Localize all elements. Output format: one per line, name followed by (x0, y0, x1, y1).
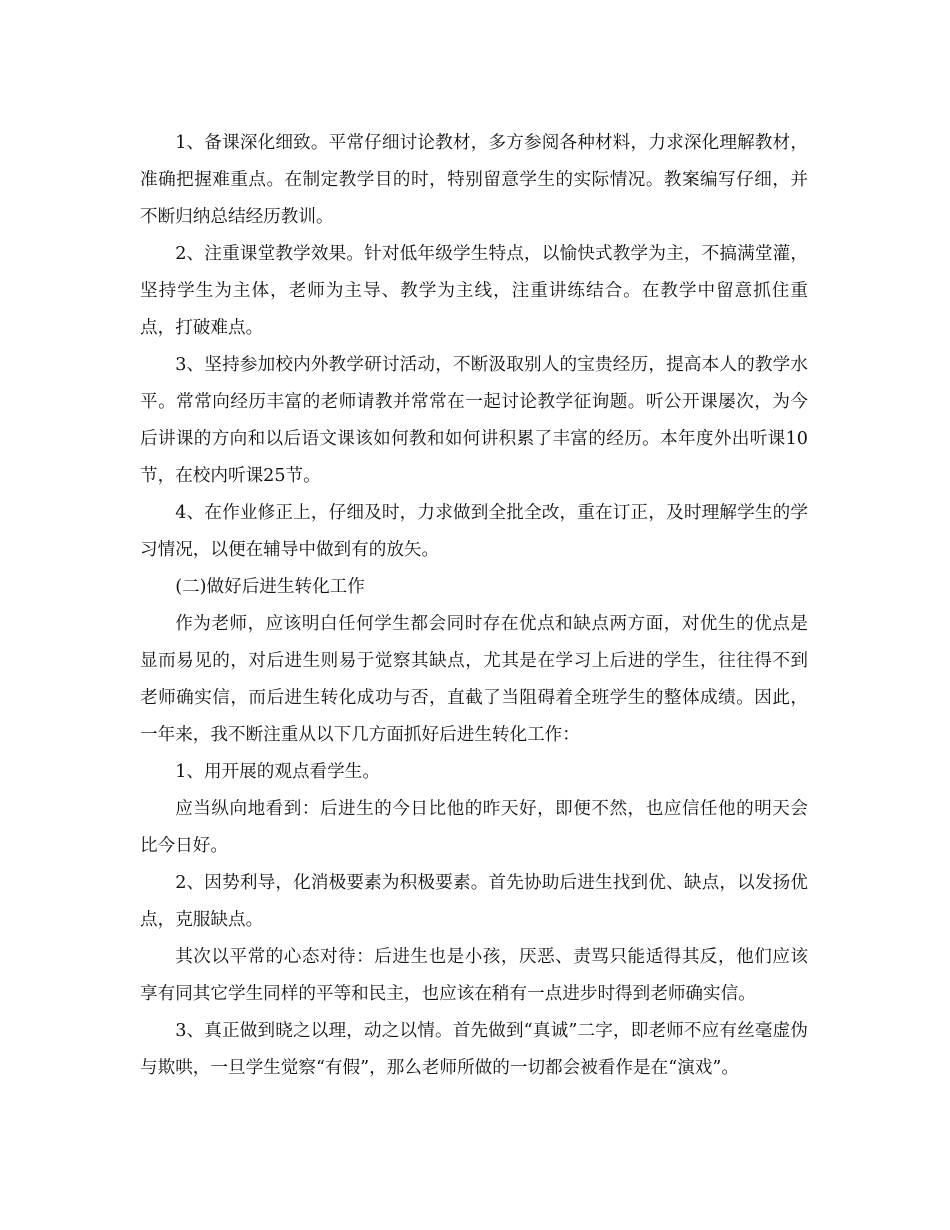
paragraph-reason-and-emotion: 3、真正做到晓之以理，动之以情。首先做到“真诚”二字，即老师不应有丝毫虚伪与欺哄，一旦学生觉察“有假”，那么老师所做的一切都会被看作是在“演戏”。 (140, 1021, 808, 1078)
paragraph-developmental-view: 1、用开展的观点看学生。 (175, 762, 380, 782)
paragraph-classroom-effect: 2、注重课堂教学效果。针对低年级学生特点，以愉快式教学为主，不搞满堂灌，坚持学生为主体，老师为主导、教学为主线，注重讲练结合。在教学中留意抓住重点，打破难点。 (140, 244, 808, 338)
paragraph-teaching-research: 3、坚持参加校内外教学研讨活动，不断汲取别人的宝贵经历，提高本人的教学水平。常常向经历丰富的老师请教并常常在一起讨论教学征询题。听公开课屡次，为今后讲课的方向和以后语文课该如何教和如何讲积累了丰富的经历。本年度外出听课10节，在校内听课25节。 (140, 355, 808, 486)
paragraph-ordinary-attitude: 其次以平常的心态对待：后进生也是小孩，厌恶、责骂只能适得其反，他们应该享有同其它学生同样的平等和民主，也应该在稍有一点进步时得到老师确实信。 (140, 947, 808, 1004)
paragraph-lesson-prep: 1、备课深化细致。平常仔细讨论教材，多方参阅各种材料，力求深化理解教材，准确把握难重点。在制定教学目的时，特别留意学生的实际情况。教案编写仔细，并不断归纳总结经历教训。 (140, 133, 808, 227)
paragraph-homework-correction: 4、在作业修正上，仔细及时，力求做到全批全改，重在订正，及时理解学生的学习情况，以便在辅导中做到有的放矢。 (140, 503, 808, 560)
document-body (140, 125, 808, 1087)
paragraph-longitudinal-view: 应当纵向地看到：后进生的今日比他的昨天好，即便不然，也应信任他的明天会比今日好。 (140, 799, 808, 856)
section-heading-struggling-students: (二)做好后进生转化工作 (175, 577, 365, 597)
paragraph-positive-guidance: 2、因势利导，化消极要素为积极要素。首先协助后进生找到优、缺点，以发扬优点，克服缺点。 (140, 873, 808, 930)
paragraph-struggling-intro: 作为老师，应该明白任何学生都会同时存在优点和缺点两方面，对优生的优点是显而易见的，对后进生则易于觉察其缺点，尤其是在学习上后进的学生，往往得不到老师确实信，而后进生转化成功与否，直截了当阻碍着全班学生的整体成绩。因此，一年来，我不断注重从以下几方面抓好后进生转化工作： (140, 614, 808, 745)
